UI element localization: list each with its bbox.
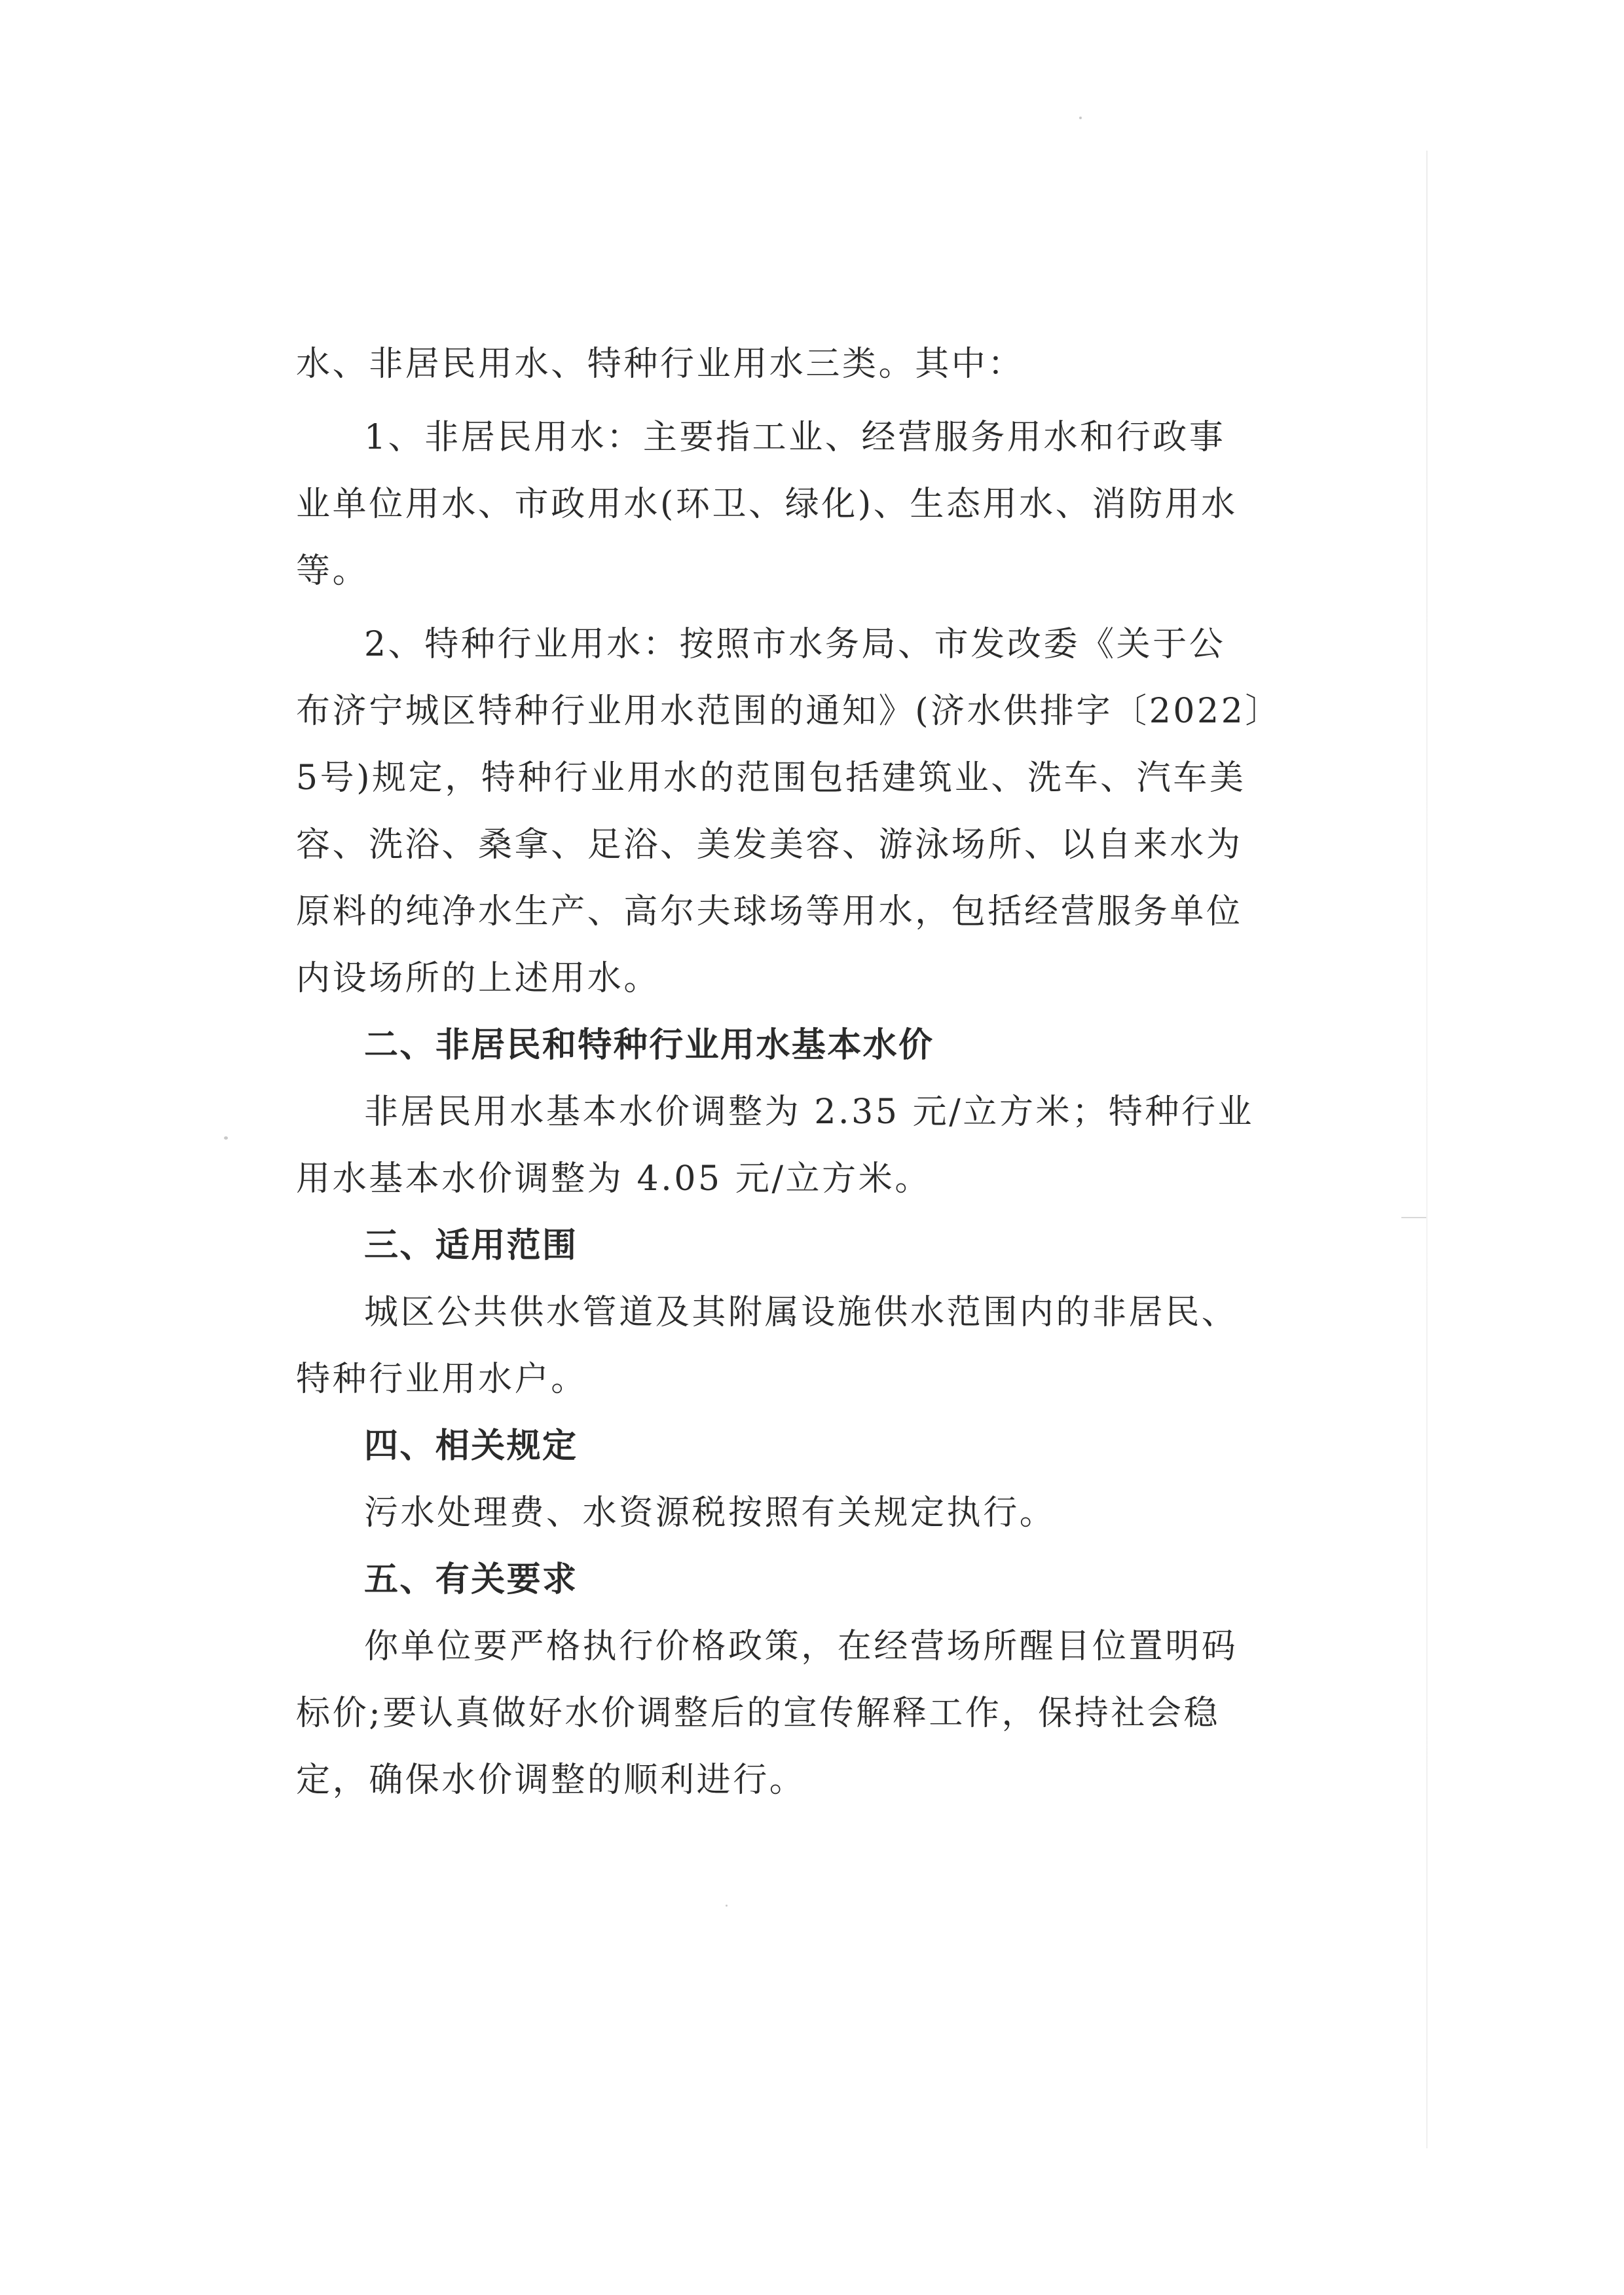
section5-line: 标价;要认真做好水价调整后的宣传解释工作，保持社会稳 xyxy=(296,1694,1221,1733)
section4-heading: 四、相关规定 xyxy=(364,1427,578,1466)
section2-heading: 二、非居民和特种行业用水基本水价 xyxy=(364,1026,934,1065)
item1-line: 业单位用水、市政用水(环卫、绿化)、生态用水、消防用水 xyxy=(296,485,1238,524)
paragraph-line: 水、非居民用水、特种行业用水三类。其中： xyxy=(296,345,1025,384)
section2-line: 非居民用水基本水价调整为 2.35 元/立方米；特种行业 xyxy=(364,1092,1255,1132)
scan-mark xyxy=(1401,1217,1426,1218)
section3-line: 城区公共供水管道及其附属设施供水范围内的非居民、 xyxy=(364,1293,1238,1332)
scan-edge-line xyxy=(1426,151,1428,2148)
item2-line: 内设场所的上述用水。 xyxy=(296,959,661,998)
section5-line: 定，确保水价调整的顺利进行。 xyxy=(296,1761,806,1800)
item1-line: 等。 xyxy=(296,551,369,591)
item2-line: 容、洗浴、桑拿、足浴、美发美容、游泳场所、以自来水为 xyxy=(296,825,1243,865)
item2-line: 2、特种行业用水：按照市水务局、市发改委《关于公 xyxy=(364,625,1226,664)
document-body xyxy=(296,331,1282,1814)
scan-speck xyxy=(224,1136,228,1140)
section4-line: 污水处理费、水资源税按照有关规定执行。 xyxy=(364,1493,1056,1533)
item2-line: 5号)规定，特种行业用水的范围包括建筑业、洗车、汽车美 xyxy=(296,758,1246,798)
section3-line: 特种行业用水户。 xyxy=(296,1360,587,1399)
section5-heading: 五、有关要求 xyxy=(364,1560,578,1599)
section3-heading: 三、适用范围 xyxy=(364,1226,578,1265)
item2-line: 原料的纯净水生产、高尔夫球场等用水，包括经营服务单位 xyxy=(296,892,1243,931)
scan-speck xyxy=(1079,117,1082,119)
item2-line: 布济宁城区特种行业用水范围的通知》(济水供排字〔2022〕 xyxy=(296,692,1282,731)
item1-line: 1、非居民用水：主要指工业、经营服务用水和行政事 xyxy=(364,418,1226,457)
scan-speck xyxy=(726,1905,728,1907)
section2-line: 用水基本水价调整为 4.05 元/立方米。 xyxy=(296,1159,931,1199)
section5-line: 你单位要严格执行价格政策，在经营场所醒目位置明码 xyxy=(364,1627,1238,1666)
